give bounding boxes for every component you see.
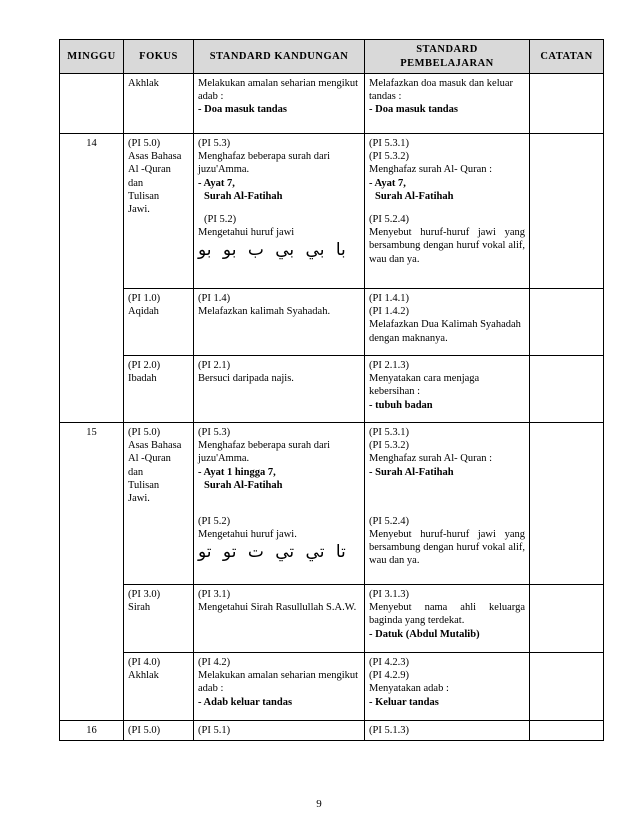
header-row <box>60 40 604 74</box>
pembelajaran-cell: (PI 5.3.1) (PI 5.3.2) Menghafaz surah Al- Quran : - Surah Al-Fatihah (PI 5.2.4) Menyebut huruf-huruf jawi yang bersambung dengan huruf vokal alif, wau dan ya. <box>365 423 530 585</box>
table-row <box>60 721 604 741</box>
pembelajaran-cell: (PI 3.1.3) Menyebut nama ahli keluarga baginda yang terdekat. - Datuk (Abdul Mutalib) <box>365 585 530 653</box>
fokus-cell: (PI 3.0) Sirah <box>124 585 194 653</box>
kandungan-cell: (PI 5.3) Menghafaz beberapa surah dari juzu'Amma. - Ayat 7, Surah Al-Fatihah (PI 5.2) Mengetahui huruf jawi با بي بي ب بو بو <box>194 134 365 289</box>
catatan-cell <box>530 289 604 356</box>
pembelajaran-cell: (PI 5.1.3) <box>365 721 530 741</box>
kandungan-cell: Melakukan amalan seharian mengikut adab : - Doa masuk tandas <box>194 74 365 134</box>
table-row <box>60 74 604 134</box>
fokus-cell: (PI 5.0) <box>124 721 194 741</box>
kandungan-cell: (PI 1.4) Melafazkan kalimah Syahadah. <box>194 289 365 356</box>
fokus-cell: (PI 5.0) Asas Bahasa Al -Quran dan Tulisan Jawi. <box>124 134 194 289</box>
catatan-cell <box>530 585 604 653</box>
jawi-letters: تا تي تي ت تو تو <box>198 542 346 563</box>
header-standard-pembelajaran: STANDARD PEMBELAJARAN <box>365 40 530 74</box>
minggu-cell: 15 <box>60 423 124 721</box>
header-catatan: CATATAN <box>530 40 604 74</box>
catatan-cell <box>530 653 604 721</box>
kandungan-cell: (PI 3.1) Mengetahui Sirah Rasullullah S.A.W. <box>194 585 365 653</box>
fokus-cell: (PI 2.0) Ibadah <box>124 356 194 423</box>
minggu-cell: 16 <box>60 721 124 741</box>
table-row <box>60 423 604 585</box>
kandungan-cell: (PI 5.3) Menghafaz beberapa surah dari juzu'Amma. - Ayat 1 hingga 7, Surah Al-Fatihah (PI 5.2) Mengetahui huruf jawi. تا تي تي ت تو تو <box>194 423 365 585</box>
fokus-cell: (PI 5.0) Asas Bahasa Al -Quran dan Tulisan Jawi. <box>124 423 194 585</box>
pembelajaran-cell: (PI 2.1.3) Menyatakan cara menjaga kebersihan : - tubuh badan <box>365 356 530 423</box>
kandungan-cell: (PI 2.1) Bersuci daripada najis. <box>194 356 365 423</box>
header-fokus: FOKUS <box>124 40 194 74</box>
lesson-plan-table <box>59 39 604 741</box>
pembelajaran-cell: (PI 5.3.1) (PI 5.3.2) Menghafaz surah Al- Quran : - Ayat 7, Surah Al-Fatihah (PI 5.2.4) Menyebut huruf-huruf jawi yang bersambung dengan huruf vokal alif, wau dan ya. <box>365 134 530 289</box>
table-row <box>60 134 604 289</box>
table-row <box>60 653 604 721</box>
catatan-cell <box>530 721 604 741</box>
table-row <box>60 585 604 653</box>
fokus-cell: (PI 1.0) Aqidah <box>124 289 194 356</box>
fokus-cell: Akhlak <box>124 74 194 134</box>
catatan-cell <box>530 356 604 423</box>
header-minggu: MINGGU <box>60 40 124 74</box>
catatan-cell <box>530 423 604 585</box>
pembelajaran-cell: (PI 4.2.3) (PI 4.2.9) Menyatakan adab : - Keluar tandas <box>365 653 530 721</box>
kandungan-cell: (PI 5.1) <box>194 721 365 741</box>
pembelajaran-cell: Melafazkan doa masuk dan keluar tandas : - Doa masuk tandas <box>365 74 530 134</box>
minggu-cell <box>60 74 124 134</box>
kandungan-cell: (PI 4.2) Melakukan amalan seharian mengikut adab : - Adab keluar tandas <box>194 653 365 721</box>
table-row <box>60 356 604 423</box>
catatan-cell <box>530 134 604 289</box>
table-row <box>60 289 604 356</box>
jawi-letters: با بي بي ب بو بو <box>198 240 346 261</box>
fokus-cell: (PI 4.0) Akhlak <box>124 653 194 721</box>
pembelajaran-cell: (PI 1.4.1) (PI 1.4.2) Melafazkan Dua Kalimah Syahadah dengan maknanya. <box>365 289 530 356</box>
catatan-cell <box>530 74 604 134</box>
header-standard-kandungan: STANDARD KANDUNGAN <box>194 40 365 74</box>
minggu-cell: 14 <box>60 134 124 423</box>
page-number: 9 <box>316 798 322 810</box>
